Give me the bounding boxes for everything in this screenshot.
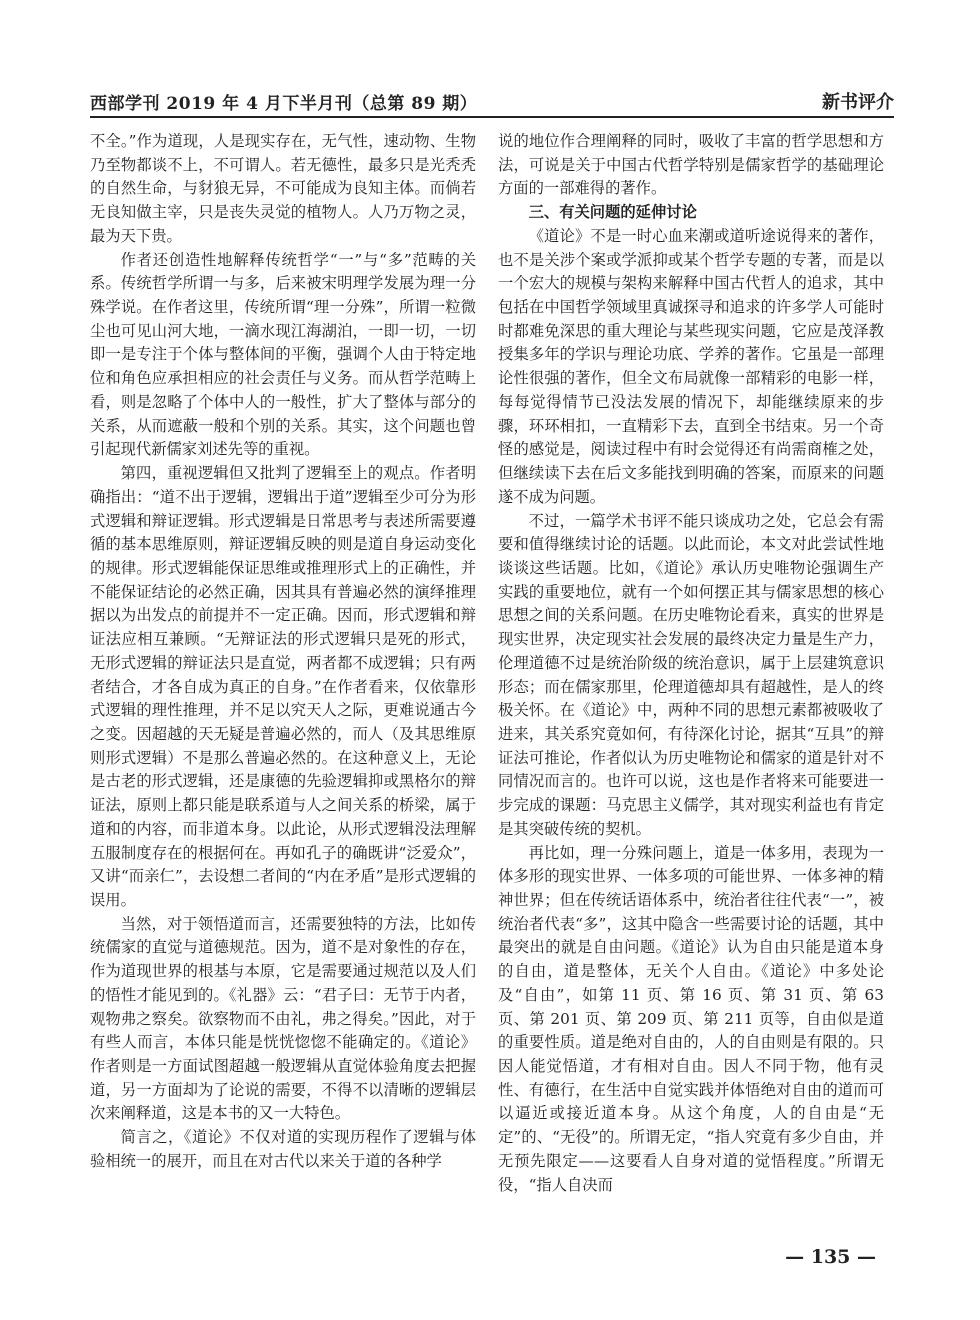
paragraph: 不全。”作为道现，人是现实存在，无气性，速动物、生物乃至物都谈不上，不可谓人。若无德性，最多只是光秃秃的自然生命，与豺狼无异，不可能成为良知主体。而倘若无良知做主宰，只是丧失灵觉的植物人。人乃万物之灵，最为天下贵。 — [90, 132, 476, 245]
right-column — [498, 130, 884, 1197]
paragraph: 说的地位作合理阐释的同时，吸收了丰富的哲学思想和方法，可说是关于中国古代哲学特别是儒家哲学的基础理论方面的一部难得的著作。 — [498, 132, 884, 198]
paragraph: 当然，对于领悟道而言，还需要独特的方法，比如传统儒家的直觉与道德规范。因为，道不是对象性的存在，作为道现世界的根基与本原，它是需要通过规范以及人们的悟性才能见到的。《礼器》云：“君子曰：无节于内者，观物弗之察矣。欲察物而不由礼，弗之得矣。”因此，对于有些人而言，本体只能是恍恍惚惚不能确定的。《道论》作者则是一方面试图超越一般逻辑从直觉体验角度去把握道，另一方面却为了论说的需要，不得不以清晰的逻辑层次来阐释道，这是本书的又一大特色。 — [90, 914, 476, 1123]
running-header — [90, 90, 894, 118]
section-heading: 三、有关问题的延伸讨论 — [528, 203, 697, 222]
paragraph: 《道论》不是一时心血来潮或道听途说得来的著作，也不是关涉个案或学派抑或某个哲学专题的专著，而是以一个宏大的规模与架构来解释中国古代哲人的追求，其中包括在中国哲学领域里真诚探寻和追求的许多学人可能时时都难免深思的重大理论与某些现实问题，它应是茂泽教授集多年的学识与理论功底、学养的著作。它虽是一部理论性很强的著作，但全文布局就像一部精彩的电影一样，每每觉得情节已没法发展的情况下，却能继续原来的步骤，环环相扣，一直精彩下去，直到全书结束。另一个奇怪的感觉是，阅读过程中有时会觉得还有尚需商榷之处，但继续读下去在后文多能找到明确的答案，而原来的问题遂不成为问题。 — [498, 226, 884, 506]
journal-title: 西部学刊 2019 年 4 月下半月刊（总第 89 期） — [90, 94, 478, 114]
paragraph: 第四，重视逻辑但又批判了逻辑至上的观点。作者明确指出：“道不出于逻辑，逻辑出于道”逻辑至少可分为形式逻辑和辩证逻辑。形式逻辑是日常思考与表述所需要遵循的基本思维原则，辩证逻辑反映的则是道自身运动变化的规律。形式逻辑能保证思维或推理形式上的正确性，并不能保证结论的必然正确，因其具有普遍必然的演绎推理据以为出发点的前提并不一定正确。因而，形式逻辑和辩证法应相互兼顾。“无辩证法的形式逻辑只是死的形式，无形式逻辑的辩证法只是直觉，两者都不成逻辑；只有两者结合，才各自成为真正的自身。”在作者看来，仅依靠形式逻辑的理性推理，并不足以究天人之际，更难说通古今之变。因超越的天无疑是普遍必然的，而人（及其思维原则形式逻辑）不是那么普遍必然的。在这种意义上，无论是古老的形式逻辑，还是康德的先验逻辑抑或黑格尔的辩证法，原则上都只能是联系道与人之间关系的桥梁，属于道和的内容，而非道本身。以此论，从形式逻辑没法理解五服制度存在的根据何在。再如孔子的确既讲“泛爱众”，又讲“而亲仁”，去设想二者间的“内在矛盾”是形式逻辑的误用。 — [90, 464, 476, 909]
paragraph: 不过，一篇学术书评不能只谈成功之处，它总会有需要和值得继续讨论的话题。以此而论，本文对此尝试性地谈谈这些话题。比如，《道论》承认历史唯物论强调生产实践的重要地位，就有一个如何摆正其与儒家思想的核心思想之间的关系问题。在历史唯物论看来，真实的世界是现实世界，决定现实社会发展的最终决定力量是生产力，伦理道德不过是统治阶级的统治意识，属于上层建筑意识形态；而在儒家那里，伦理道德却具有超越性，是人的终极关怀。在《道论》中，两种不同的思想元素都被吸收了进来，其关系究竟如何，有待深化讨论，据其“互具”的辩证法可推论，作者似认为历史唯物论和儒家的道是针对不同情况而言的。也许可以说，这也是作者将来可能要进一步完成的课题：马克思主义儒学，其对现实利益也有肯定是其突破传统的契机。 — [498, 511, 884, 838]
paragraph: 作者还创造性地解释传统哲学“一”与“多”范畴的关系。传统哲学所谓一与多，后来被宋明理学发展为理一分殊学说。在作者这里，传统所谓“理一分殊”，所谓一粒微尘也可见山河大地，一滴水现江海湖泊，一即一切，一切即一是专注于个体与整体间的平衡，强调个人由于特定地位和角色应承担相应的社会责任与义务。而从哲学范畴上看，则是忽略了个体中人的一般性，扩大了整体与部分的关系，从而遮蔽一般和个别的关系。其实，这个问题也曾引起现代新儒家刘述先等的重视。 — [90, 250, 476, 459]
header-rule — [90, 116, 894, 118]
page-number: — 135 — — [785, 1246, 876, 1268]
left-column — [90, 130, 476, 1174]
section-title: 新书评介 — [822, 92, 894, 113]
paragraph: 简言之，《道论》不仅对道的实现历程作了逻辑与体验相统一的展开，而且在对古代以来关于道的各种学 — [90, 1128, 476, 1170]
paragraph: 再比如，理一分殊问题上，道是一体多用，表现为一体多形的现实世界、一体多项的可能世界、一体多神的精神世界；但在传统话语体系中，统治者往往代表“一”，被统治者代表“多”，这其中隐含一些需要讨论的话题，其中最突出的就是自由问题。《道论》认为自由只能是道本身的自由，道是整体，无关个人自由。《道论》中多处论及“自由”，如第 11 页、第 16 页、第 31 页、第 63 页、第 201 页、第 209 页、第 211 页等，自由似是道的重要性质。道是绝对自由的，人的自由则是有限的。只因人能觉悟道，才有相对自由。因人不同于物，他有灵性、有德行，在生活中自觉实践并体悟绝对自由的道而可以逼近或接近道本身。从这个角度，人的自由是“无定”的、“无役”的。所谓无定，“指人究竟有多少自由，并无预先限定——这要看人自身对道的觉悟程度。”所谓无役，“指人自决而 — [498, 843, 884, 1194]
